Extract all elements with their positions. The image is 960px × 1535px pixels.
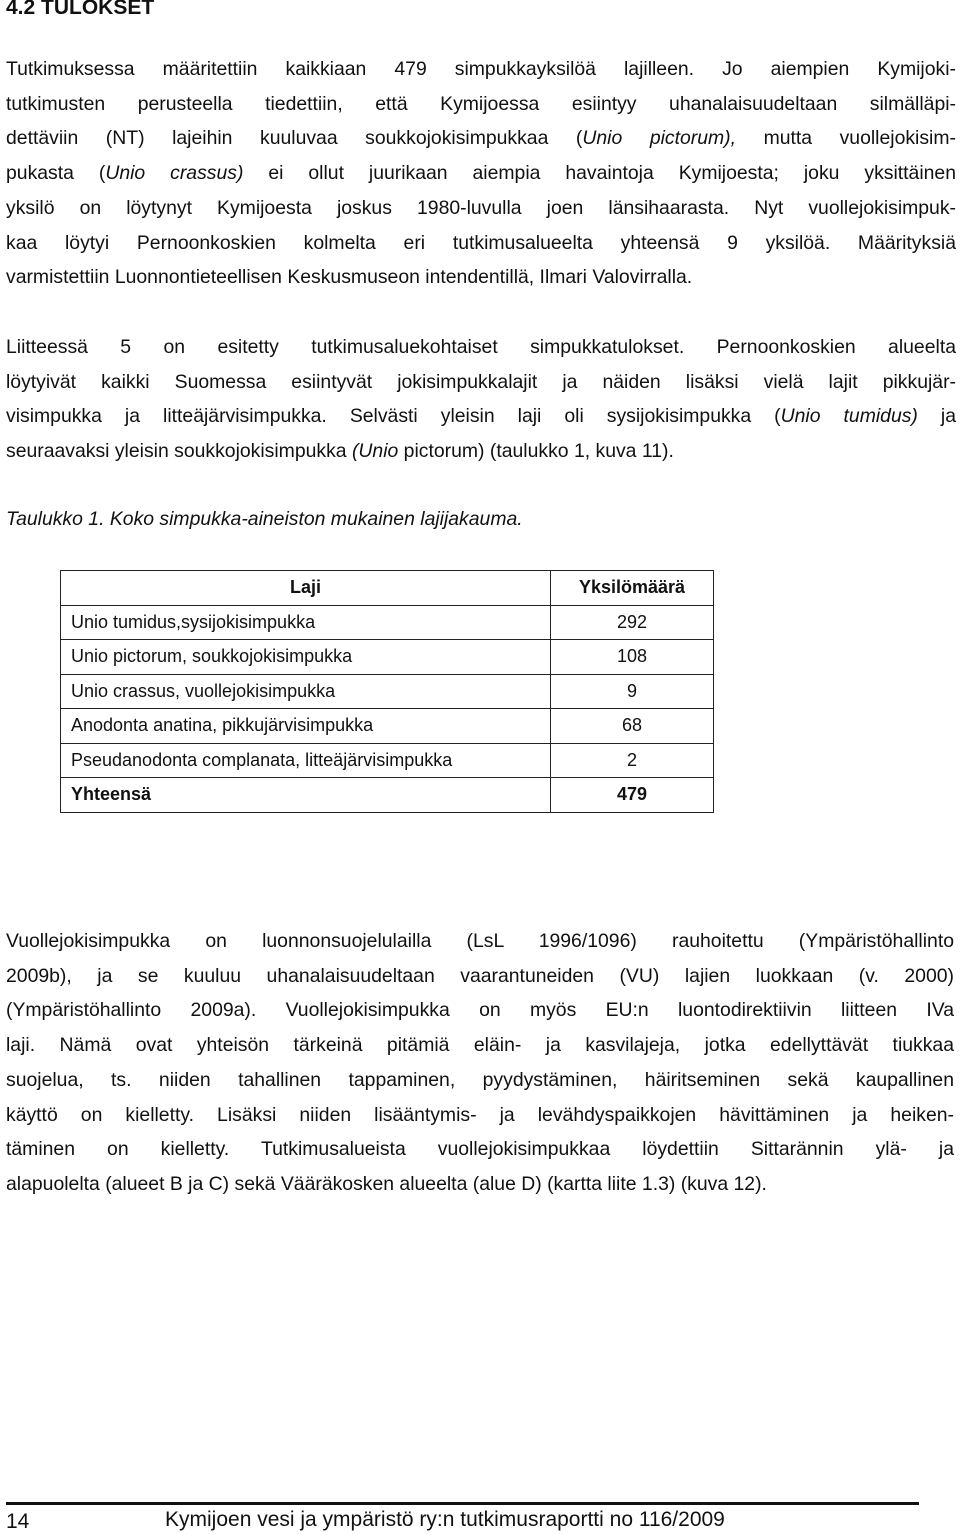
count-cell: 2 <box>551 743 714 778</box>
footer-report-title: Kymijoen vesi ja ympäristö ry:n tutkimusraportti no 116/2009 <box>165 1508 725 1531</box>
total-label-cell: Yhteensä <box>61 778 551 813</box>
total-count-cell: 479 <box>551 778 714 813</box>
text-run: ei ollut juurikaan aiempia havaintoja Kymijoesta; joku yksittäinen <box>243 162 956 185</box>
count-cell: 68 <box>551 709 714 744</box>
count-cell: 292 <box>551 605 714 640</box>
section-heading: 4.2 TULOKSET <box>6 0 155 19</box>
table-row <box>61 709 714 744</box>
text-run: mutta vuollejokisim- <box>736 127 956 150</box>
text-line: suojelua, ts. niiden tahallinen tappaminen, pyydystäminen, häiritseminen sekä kaupallinen <box>6 1068 954 1091</box>
species-name-italic: Unio tumidus) <box>780 405 918 428</box>
paragraph-protection-status <box>6 924 954 1202</box>
table-header-row <box>61 571 714 606</box>
text-line <box>6 191 956 226</box>
text-line <box>6 365 956 400</box>
table-caption: Taulukko 1. Koko simpukka-aineiston mukainen lajijakauma. <box>6 508 523 530</box>
table-row <box>61 605 714 640</box>
text-line: laji. Nämä ovat yhteisön tärkeinä pitämiä eläin- ja kasvilajeja, jotka edellyttävät tiukkaa <box>6 1034 954 1057</box>
text-run: visimpukka ja litteäjärvisimpukka. Selvästi yleisin laji oli sysijokisimpukka ( <box>6 405 781 428</box>
table-total-row <box>61 778 714 813</box>
table-row <box>61 743 714 778</box>
paragraph-results-intro <box>6 52 956 295</box>
text-run: Tutkimuksessa määritettiin kaikkiaan 479 simpukkayksilöä lajilleen. Jo aiempien Kymijoki- <box>6 58 956 80</box>
text-line <box>6 87 956 122</box>
paragraph-site-results <box>6 330 956 469</box>
text-line <box>6 330 956 365</box>
text-line <box>6 52 956 87</box>
text-run: Liitteessä 5 on esitetty tutkimusaluekohtaiset simpukkatulokset. Pernoonkoskien alueelta <box>6 336 956 358</box>
species-cell: Pseudanodonta complanata, litteäjärvisimpukka <box>61 743 551 778</box>
page-number: 14 <box>6 1510 30 1533</box>
table-row <box>61 640 714 675</box>
count-cell: 9 <box>551 674 714 709</box>
table-row <box>61 674 714 709</box>
text-run: löytyivät kaikki Suomessa esiintyvät jokisimpukkalajit ja näiden lisäksi vielä lajit pikkujär- <box>6 370 956 393</box>
text-run: tutkimusten perusteella tiedettiin, että Kymijoessa esiintyy uhanalaisuudeltaan silmälläpi- <box>6 92 956 115</box>
text-run: ja <box>917 405 956 428</box>
column-header-species: Laji <box>61 571 551 606</box>
text-line <box>6 434 956 469</box>
species-name-italic: (Unio <box>351 440 399 463</box>
text-line: Vuollejokisimpukka on luonnonsuojelulailla (LsL 1996/1096) rauhoitettu (Ympäristöhallinto <box>6 930 954 952</box>
species-name-italic: Unio crassus) <box>105 162 244 185</box>
text-line: täminen on kielletty. Tutkimusalueista vuollejokisimpukkaa löydettiin Sittarännin ylä- ja <box>6 1138 954 1161</box>
text-run: dettäviin (NT) lajeihin kuuluvaa soukkojokisimpukkaa ( <box>6 127 583 150</box>
text-run: kaa löytyi Pernoonkoskien kolmelta eri tutkimusalueelta yhteensä 9 yksilöä. Määrityksiä <box>6 231 956 254</box>
species-cell: Anodonta anatina, pikkujärvisimpukka <box>61 709 551 744</box>
text-line: 2009b), ja se kuuluu uhanalaisuudeltaan vaarantuneiden (VU) lajien luokkaan (v. 2000) <box>6 964 954 987</box>
text-run: yksilö on löytynyt Kymijoesta joskus 1980-luvulla joen länsihaarasta. Nyt vuollejokisimpuk- <box>6 196 956 219</box>
footer-divider <box>6 1502 919 1505</box>
text-run: pukasta ( <box>6 162 106 185</box>
column-header-count: Yksilömäärä <box>551 571 714 606</box>
species-cell: Unio tumidus,sysijokisimpukka <box>61 605 551 640</box>
count-cell: 108 <box>551 640 714 675</box>
text-line <box>6 399 956 434</box>
text-line: käyttö on kielletty. Lisäksi niiden lisääntymis- ja levähdyspaikkojen hävittäminen ja heiken- <box>6 1103 954 1126</box>
text-run: seuraavaksi yleisin soukkojokisimpukka <box>6 440 352 463</box>
text-run: pictorum) (taulukko 1, kuva 11). <box>398 440 674 463</box>
text-line <box>6 226 956 261</box>
species-name-italic: Unio pictorum), <box>582 127 737 150</box>
text-run: varmistettiin Luonnontieteellisen Keskusmuseon intendentillä, Ilmari Valovirralla. <box>6 266 693 289</box>
text-line <box>6 260 956 295</box>
text-line <box>6 156 956 191</box>
species-cell: Unio pictorum, soukkojokisimpukka <box>61 640 551 675</box>
species-distribution-table <box>60 570 714 813</box>
text-line: alapuolelta (alueet B ja C) sekä Vääräkosken alueelta (alue D) (kartta liite 1.3) (kuva 12). <box>6 1172 767 1195</box>
text-line: (Ympäristöhallinto 2009a). Vuollejokisimpukka on myös EU:n luontodirektiivin liitteen IVa <box>6 999 954 1022</box>
species-cell: Unio crassus, vuollejokisimpukka <box>61 674 551 709</box>
text-line <box>6 121 956 156</box>
